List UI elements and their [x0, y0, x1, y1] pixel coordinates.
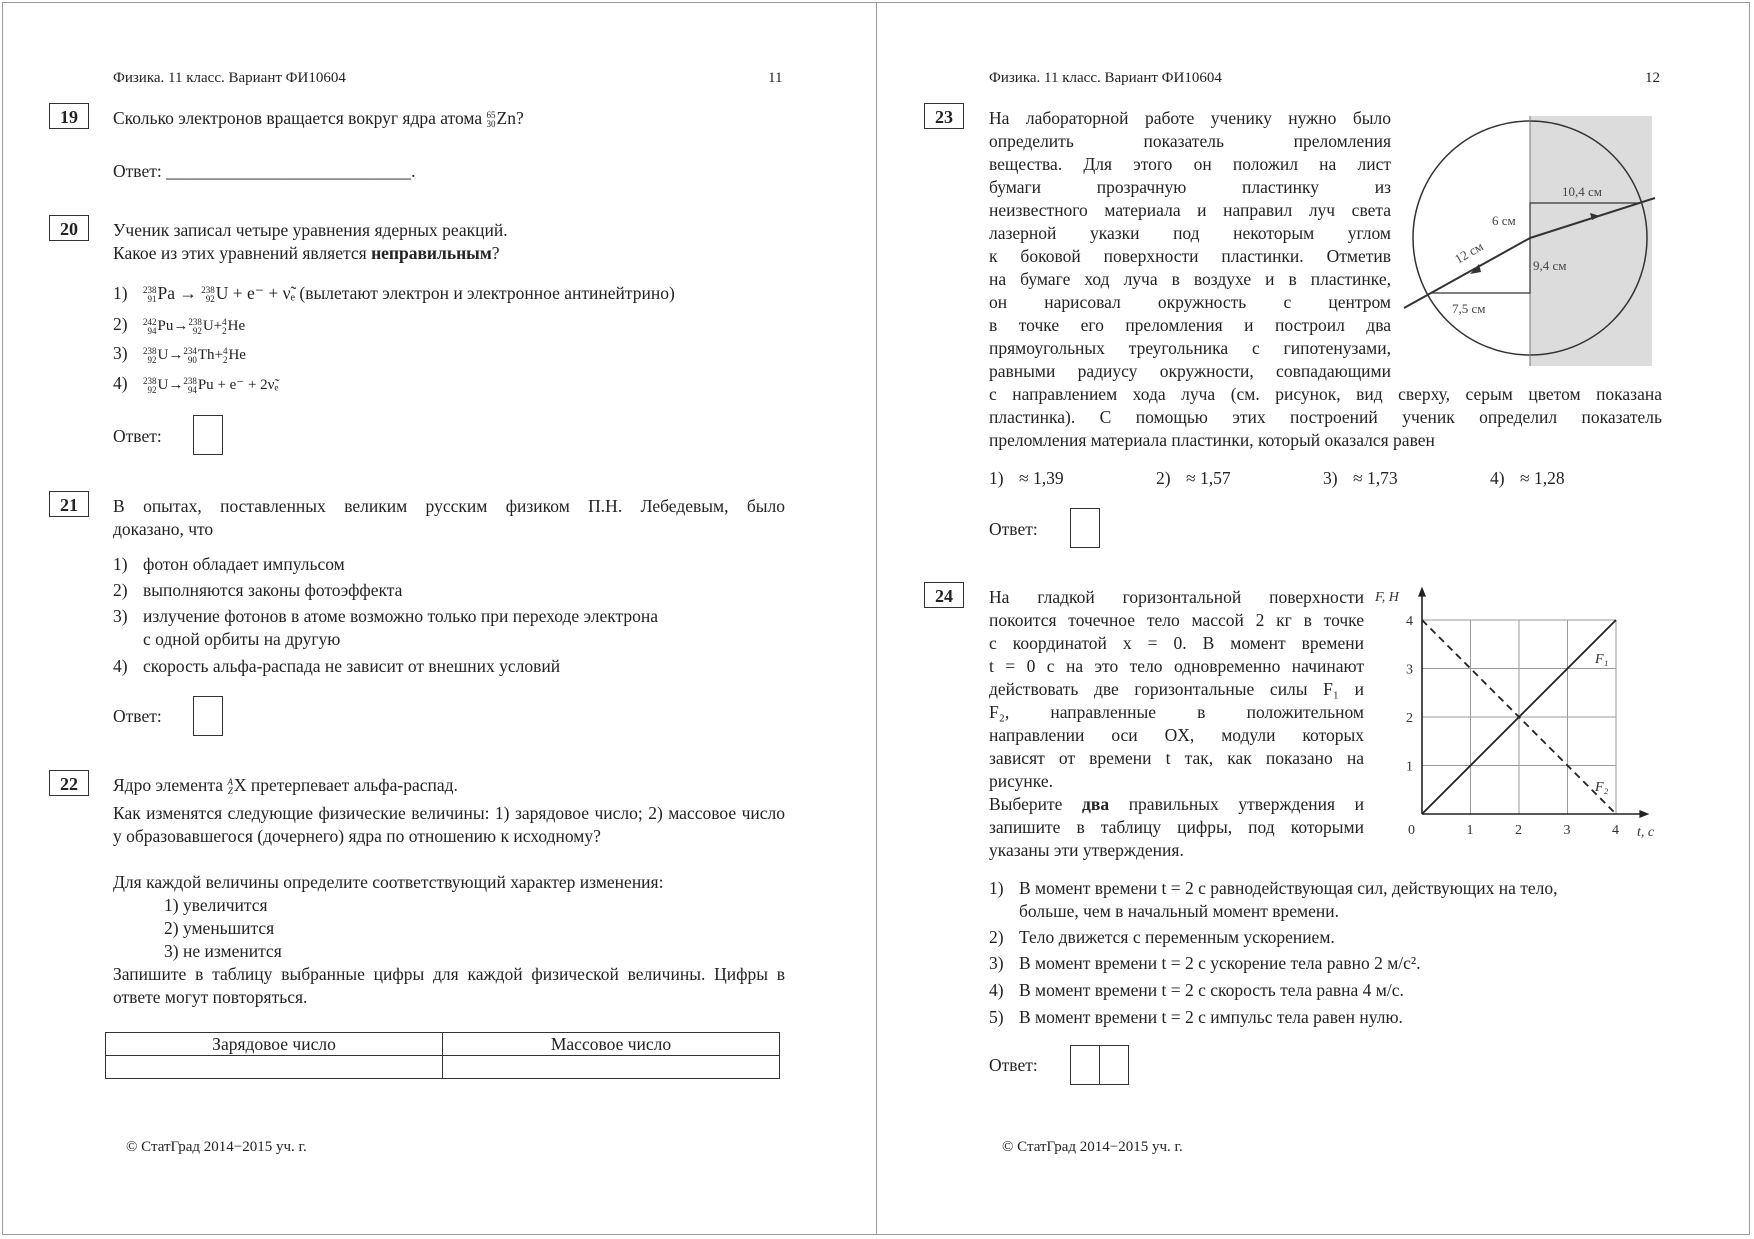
q23-text-left: На лабораторной работе ученику нужно было определить показатель преломления вещества. Для этого он положил на лист бумаги прозрачную пластинку из неизвестного материала и направил луч света лазерной указки под некоторым углом к боковой поверхности пластинки. Отметив на бумаге ход луча в воздухе и в пластинке, он нарисовал окружность с центром в точке его преломления и построил два прямоугольных треугольника с гипотенузами, равными радиусу окружности, совпадающими: [989, 108, 1391, 381]
q24-answer-box-1[interactable]: [1070, 1045, 1100, 1085]
x-tick-label-2: 2: [1515, 823, 1522, 838]
q23-label-d: 9,4 см: [1533, 258, 1567, 273]
q19-element: Zn: [496, 108, 516, 128]
y-tick-label-3: 3: [1406, 662, 1413, 678]
q24-y-axis-label: F, Н: [1375, 590, 1399, 605]
q24-answer-box-2[interactable]: [1099, 1045, 1129, 1085]
q21-answer-label: Ответ:: [113, 706, 162, 726]
q21-option-2: 2) выполняются законы фотоэффекта: [113, 580, 403, 600]
q24-x-axis-label: t, с: [1637, 825, 1655, 840]
q19-text: Сколько электронов вращается вокруг ядра атома 65 30Zn?: [113, 108, 524, 129]
q20-answer-label: Ответ:: [113, 426, 162, 446]
q20-option-1: 1) 238 91Pa → 238 92U + e⁻ + ν̃ₑ (вылетают электрон и электронное антинейтрино): [113, 283, 675, 304]
q19-answer-blank[interactable]: ____________________________.: [166, 161, 416, 181]
right-header-title: Физика. 11 класс. Вариант ФИ10604: [989, 70, 1222, 86]
y-tick-label-4: 4: [1406, 614, 1413, 629]
q23-option-3: 3) ≈ 1,73: [1323, 468, 1398, 488]
q22-line1: Ядро элемента A ZX претерпевает альфа-распад.: [113, 775, 458, 796]
q22-para3: Запишите в таблицу выбранные цифры для каждой физической величины. Цифры в ответе могут повторяться.: [113, 964, 785, 1007]
q22-choice-3: 3) не изменится: [164, 941, 282, 961]
q23-option-1: 1) ≈ 1,39: [989, 468, 1064, 488]
q23-option-2: 2) ≈ 1,57: [1156, 468, 1231, 488]
q24-text-left: На гладкой горизонтальной поверхности покоится точечное тело массой 2 кг в точке с координатой x = 0. В момент времени t = 0 с на это тело одновременно начинают действовать две горизонтальные силы F₁ и F₂, направленные в положительном направлении оси OX, модули которых зависят от времени t так, как показано на рисунке. Выберите два правильных утверждения и запишите в таблицу цифры, под которыми указаны эти утверждения.: [989, 587, 1364, 860]
left-page-number: 11: [768, 70, 783, 86]
q24-series-label-f1: F₁: [1595, 652, 1609, 667]
q20-line1: Ученик записал четыре уравнения ядерных реакций.: [113, 220, 508, 240]
question-number-22: 22: [49, 770, 89, 796]
q23-label-b: 6 см: [1492, 213, 1516, 228]
q22-header-charge: Зарядовое число: [106, 1033, 443, 1056]
q22-answer-mass-cell[interactable]: [443, 1056, 780, 1079]
q23-label-a: 10,4 см: [1562, 184, 1602, 199]
q20-answer-box[interactable]: [193, 415, 223, 455]
q20-line2: Какое из этих уравнений является неправильным?: [113, 243, 500, 263]
y-tick-label-1: 1: [1406, 759, 1413, 775]
question-number-23: 23: [924, 103, 964, 129]
x-tick-label-1: 1: [1466, 823, 1474, 838]
question-number-19: 19: [49, 103, 89, 129]
y-tick-label-2: 2: [1406, 711, 1413, 726]
q22-answer-charge-cell[interactable]: [106, 1056, 443, 1079]
q22-header-mass: Массовое число: [443, 1033, 780, 1056]
q24-answer-label: Ответ:: [989, 1055, 1038, 1075]
q22-choice-1: 1) увеличится: [164, 895, 268, 915]
q19-answer-line: Ответ: ____________________________.: [113, 161, 416, 181]
q21-line1: В опытах, поставленных великим русским физиком П.Н. Лебедевым, было: [113, 496, 785, 516]
q20-option-3: 3) 238 92U→234 90Th+4 2He: [113, 343, 246, 365]
y-axis-arrow: [1418, 587, 1426, 597]
q24-option-2: 2) Тело движется с переменным ускорением.: [989, 927, 1335, 947]
q21-option-3: 3) излучение фотонов в атоме возможно только при переходе электрона с одной орбиты на другую: [113, 606, 659, 649]
q21-option-4: 4) скорость альфа-распада не зависит от внешних условий: [113, 656, 561, 676]
q24-option-4: 4) В момент времени t = 2 с скорость тела равна 4 м/с.: [989, 980, 1404, 1000]
x-axis-arrow: [1639, 810, 1649, 818]
q23-answer-label: Ответ:: [989, 519, 1038, 539]
q21-line2: доказано, что: [113, 519, 214, 539]
q20-option-2: 2) 242 94Pu→238 92U+4 2He: [113, 314, 246, 336]
question-number-20: 20: [49, 215, 89, 241]
x-tick-label-0: 0: [1408, 823, 1415, 838]
q24-option-1: 1) В момент времени t = 2 с равнодействующая сил, действующих на тело, больше, чем в начальный момент времени.: [989, 878, 1558, 921]
right-page-number: 12: [1645, 70, 1660, 86]
q23-label-c: 12 см: [1452, 238, 1486, 267]
x-tick-label-3: 3: [1563, 823, 1571, 838]
right-footer: © СтатГрад 2014−2015 уч. г.: [1002, 1139, 1183, 1155]
q22-para2: Для каждой величины определите соответствующий характер изменения:: [113, 872, 664, 892]
left-header-title: Физика. 11 класс. Вариант ФИ10604: [113, 70, 346, 86]
q23-option-4: 4) ≈ 1,28: [1490, 468, 1565, 488]
q23-refraction-figure: [1400, 110, 1660, 370]
q22-answer-table: [105, 1032, 780, 1079]
q23-answer-box[interactable]: [1070, 508, 1100, 548]
left-footer: © СтатГрад 2014−2015 уч. г.: [126, 1139, 307, 1155]
q19-nuclide-indices: 65 30: [486, 109, 496, 129]
question-number-24: 24: [924, 582, 964, 608]
q22-para1: Как изменятся следующие физические величины: 1) зарядовое число; 2) массовое число у образовавшегося (дочернего) ядра по отношению к исходному?: [113, 803, 785, 846]
question-number-21: 21: [49, 491, 89, 517]
q22-choice-2: 2) уменьшится: [164, 918, 275, 938]
q23-arrow-1: [1470, 264, 1481, 274]
q24-chart-ticks: [1406, 614, 1619, 838]
q24-series-label-f2: F₂: [1595, 780, 1609, 795]
q24-option-3: 3) В момент времени t = 2 с ускорение тела равно 2 м/с².: [989, 953, 1421, 973]
x-tick-label-4: 4: [1612, 823, 1619, 838]
q23-text-full: с направлением хода луча (см. рисунок, вид сверху, серым цветом показана пластинка). С помощью этих построений ученик определил показатель преломления материала пластинки, который оказался равен: [989, 384, 1662, 450]
q21-answer-box[interactable]: [193, 696, 223, 736]
q20-option-4: 4) 238 92U→238 94Pu + e⁻ + 2ν̃ₑ: [113, 373, 279, 395]
q24-option-5: 5) В момент времени t = 2 с импульс тела равен нулю.: [989, 1007, 1403, 1027]
q21-option-1: 1) фотон обладает импульсом: [113, 554, 345, 574]
q19-question: Сколько электронов вращается вокруг ядра атома: [113, 108, 483, 128]
q23-label-e: 7,5 см: [1452, 301, 1486, 316]
page-fold-divider: [876, 2, 877, 1235]
q24-force-chart: [1375, 585, 1660, 845]
q23-plate-region: [1530, 116, 1652, 366]
